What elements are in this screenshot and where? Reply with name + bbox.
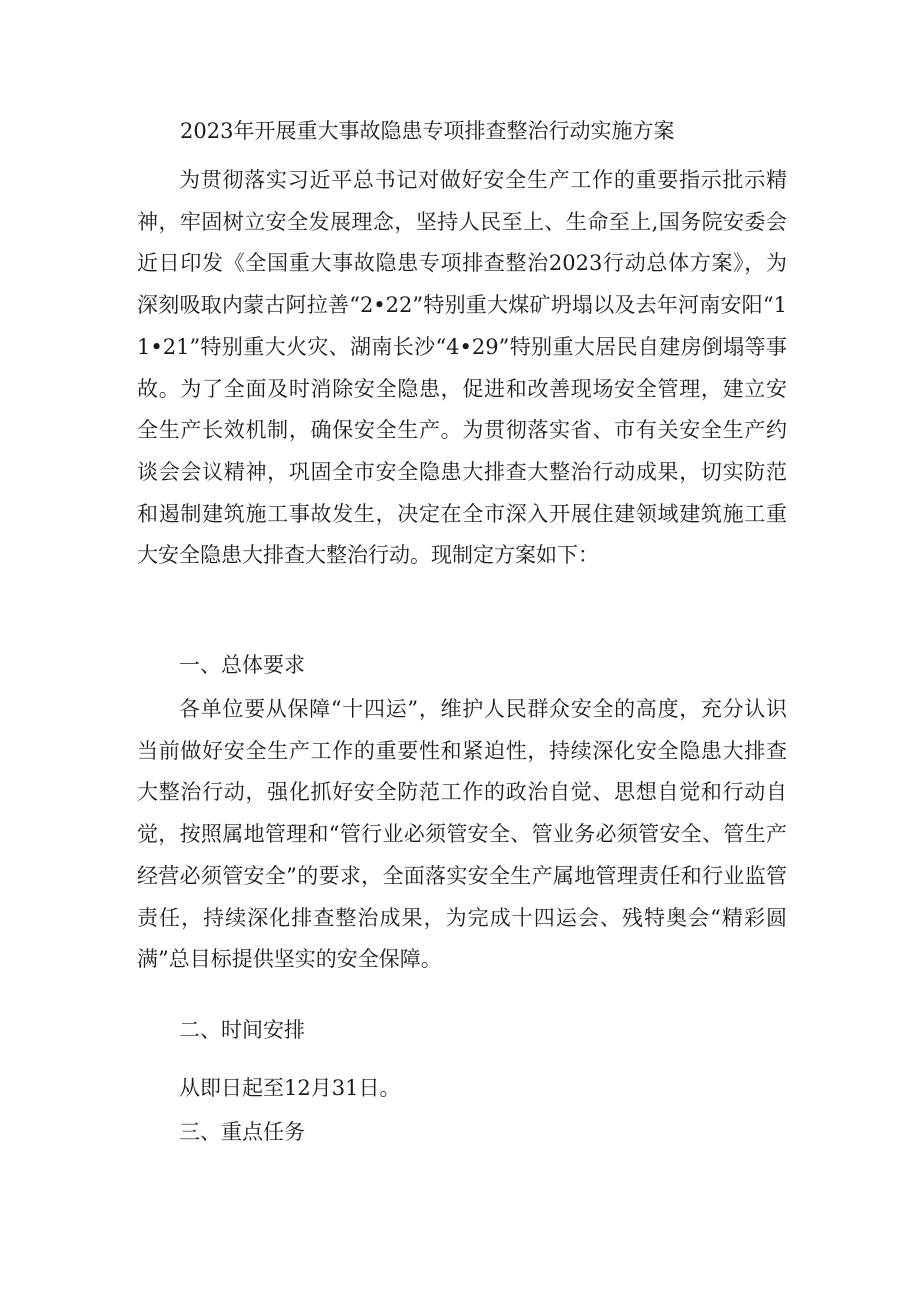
section-heading-general-requirements: 一、总体要求	[179, 653, 305, 677]
section-heading-key-tasks: 三、重点任务	[179, 1120, 305, 1144]
general-requirements-paragraph: 各单位要从保障“十四运”，维护人民群众安全的高度，充分认识当前做好安全生产工作的重要性和紧迫性，持续深化安全隐患大排查大整治行动，强化抓好安全防范工作的政治自觉、思想自觉和行动自觉，按照属地管理和“管行业必须管安全、管业务必须管安全、管生产经营必须管安全”的要求，全面落实安全生产属地管理责任和行业监管责任，持续深化排查整治成果，为完成十四运会、残特奥会“精彩圆满”总目标提供坚实的安全保障。	[137, 697, 787, 972]
intro-paragraph: 为贯彻落实习近平总书记对做好安全生产工作的重要指示批示精神，牢固树立安全发展理念，坚持人民至上、生命至上,国务院安委会近日印发《全国重大事故隐患专项排查整治2023行动总体方案》，为深刻吸取内蒙古阿拉善“2•22”特别重大煤矿坍塌以及去年河南安阳“11•21”特别重大火灾、湖南长沙“4•29”特别重大居民自建房倒塌等事故。为了全面及时消除安全隐患，促进和改善现场安全管理，建立安全生产长效机制，确保安全生产。为贯彻落实省、市有关安全生产约谈会会议精神，巩固全市安全隐患大排查大整治行动成果，切实防范和遏制建筑施工事故发生，决定在全市深入开展住建领域建筑施工重大安全隐患大排查大整治行动。现制定方案如下：	[137, 168, 787, 568]
document-title: 2023年开展重大事故隐患专项排查整治行动实施方案	[180, 119, 675, 143]
schedule-paragraph: 从即日起至12月31日。	[179, 1076, 401, 1100]
section-heading-schedule: 二、时间安排	[179, 1018, 305, 1042]
